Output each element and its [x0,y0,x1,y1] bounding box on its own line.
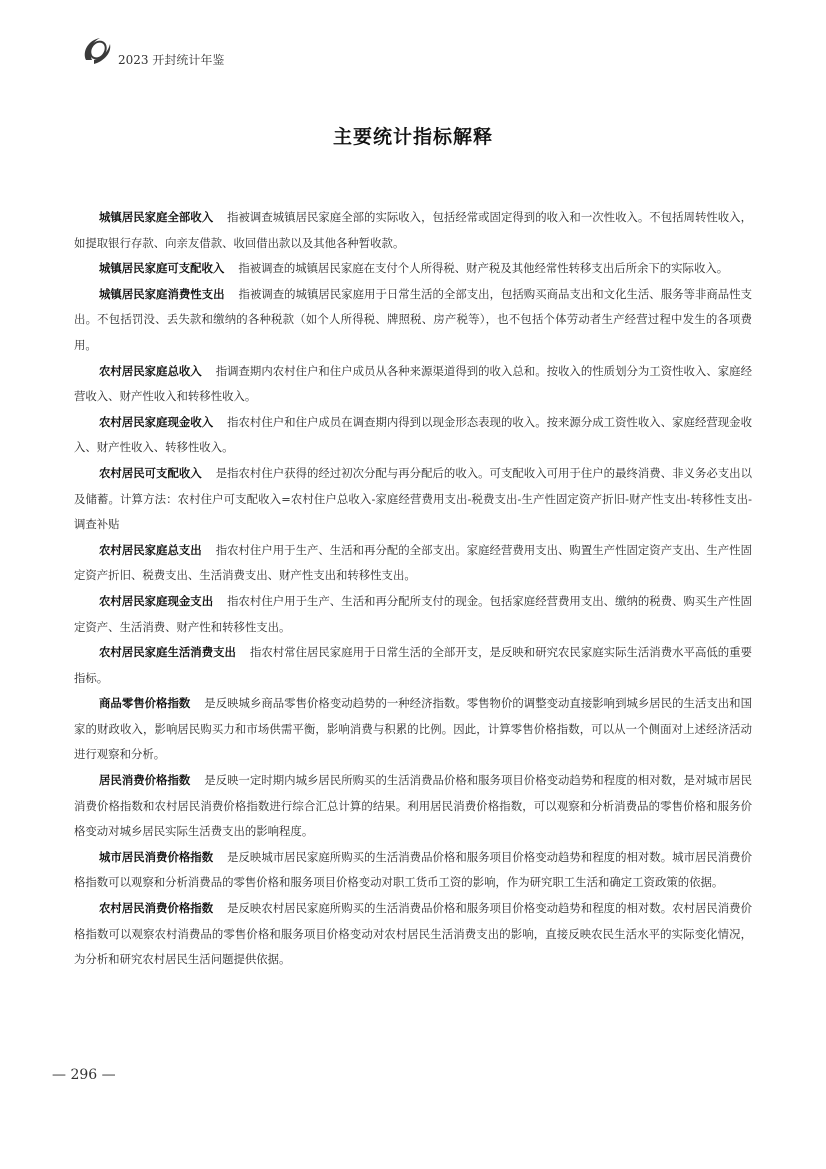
definition-text: 指被调查城镇居民家庭全部的实际收入，包括经常或固定得到的收入和一次性收入。不包括周转性收入，如提取银行存款、向亲友借款、收回借出款以及其他各种暂收款。 [74,210,752,250]
definition-text: 指农村住户用于生产、生活和再分配所支付的现金。包括家庭经营费用支出、缴纳的税费、购买生产性固定资产、生活消费、财产性和转移性支出。 [74,593,752,634]
definition-text: 指农村常住居民家庭用于日常生活的全部开支，是反映和研究农民家庭实际生活消费水平高低的重要指标。 [74,645,752,685]
definition-text: 指被调查的城镇居民家庭用于日常生活的全部支出，包括购买商品支出和文化生活、服务等非商品性支出。不包括罚没、丢失款和缴纳的各种税款（如个人所得税、牌照税、房产税等），也不包括个体劳动者生产经营过程中发生的各项费用。 [74,286,752,352]
definition-term: 农村居民家庭现金收入 [99,414,214,429]
definition-text: 是反映城乡商品零售价格变动趋势的一种经济指数。零售物价的调整变动直接影响到城乡居民的生活支出和国家的财政收入，影响居民购买力和市场供需平衡，影响消费与积累的比例。因此，计算零售价格指数，可以从一个侧面对上述经济活动进行观察和分析。 [74,696,752,762]
page-title: 主要统计指标解释 [332,126,493,148]
definition-term: 农村居民家庭现金支出 [99,593,214,608]
definition-entry [74,538,752,589]
definition-text: 是反映农村居民家庭所购买的生活消费品价格和服务项目价格变动趋势和程度的相对数。农村居民消费价格指数可以观察农村消费品的零售价格和服务项目价格变动对农村居民生活消费支出的影响，直接反映农民生活水平的实际变化情况，为分析和研究农村居民生活问题提供依据。 [74,901,752,967]
definition-text: 指农村住户用于生产、生活和再分配的全部支出。家庭经营费用支出、购置生产性固定资产支出、生产性固定资产折旧、税费支出、生活消费支出、财产性支出和转移性支出。 [74,542,752,583]
definition-entry [74,205,752,256]
definition-entry [74,461,752,538]
definition-entry [74,691,752,768]
definition-entry [74,640,752,691]
definition-term: 农村居民消费价格指数 [99,901,214,916]
definition-entry [74,256,752,282]
definitions-list [74,205,752,973]
definition-text: 指被调查的城镇居民家庭在支付个人所得税、财产税及其他经常性转移支出后所余下的实际收入。 [238,261,729,276]
definition-entry [74,845,752,896]
definition-term: 城镇居民家庭消费性支出 [99,286,225,301]
definition-term: 城镇居民家庭可支配收入 [99,261,225,276]
definition-text: 是反映一定时期内城乡居民所购买的生活消费品价格和服务项目价格变动趋势和程度的相对数，是对城市居民消费价格指数和农村居民消费价格指数进行综合汇总计算的结果。利用居民消费价格指数，可以观察和分析消费品的零售价格和服务价格变动对城乡居民实际生活费支出的影响程度。 [74,773,752,839]
definition-entry [74,282,752,359]
definition-entry [74,589,752,640]
definition-term: 农村居民可支配收入 [99,465,202,480]
yearbook-title: 2023 开封统计年鉴 [118,53,225,67]
definition-entry [74,359,752,410]
definition-term: 城镇居民家庭全部收入 [99,210,214,224]
kaifeng-yearbook-logo-icon [80,34,114,68]
definition-text: 是反映城市居民家庭所购买的生活消费品价格和服务项目价格变动趋势和程度的相对数。城市居民消费价格指数可以观察和分析消费品的零售价格和服务项目价格变动对职工货币工资的影响，作为研究职工生活和确定工资政策的依据。 [74,849,752,890]
definition-entry [74,410,752,461]
definition-entry [74,768,752,845]
definition-text: 指调查期内农村住户和住户成员从各种来源渠道得到的收入总和。按收入的性质划分为工资性收入、家庭经营收入、财产性收入和转移性收入。 [74,363,752,404]
definition-term: 居民消费价格指数 [99,773,191,788]
definition-text: 指农村住户和住户成员在调查期内得到以现金形态表现的收入。按来源分成工资性收入、家庭经营现金收入、财产性收入、转移性收入。 [74,414,752,455]
definition-term: 农村居民家庭总支出 [99,542,202,557]
definition-text: 是指农村住户获得的经过初次分配与再分配后的收入。可支配收入可用于住户的最终消费、非义务必支出以及储蓄。计算方法：农村住户可支配收入=农村住户总收入-家庭经营费用支出-税费支出-生产性固定资产折旧-财产性支出-转移性支出-调查补贴 [74,465,752,532]
definition-entry [74,896,752,973]
definition-term: 城市居民消费价格指数 [99,849,214,864]
definition-term: 农村居民家庭总收入 [99,363,202,378]
definition-term: 商品零售价格指数 [99,696,191,711]
page-number: — 296 — [52,1067,116,1083]
definition-term: 农村居民家庭生活消费支出 [99,645,236,660]
